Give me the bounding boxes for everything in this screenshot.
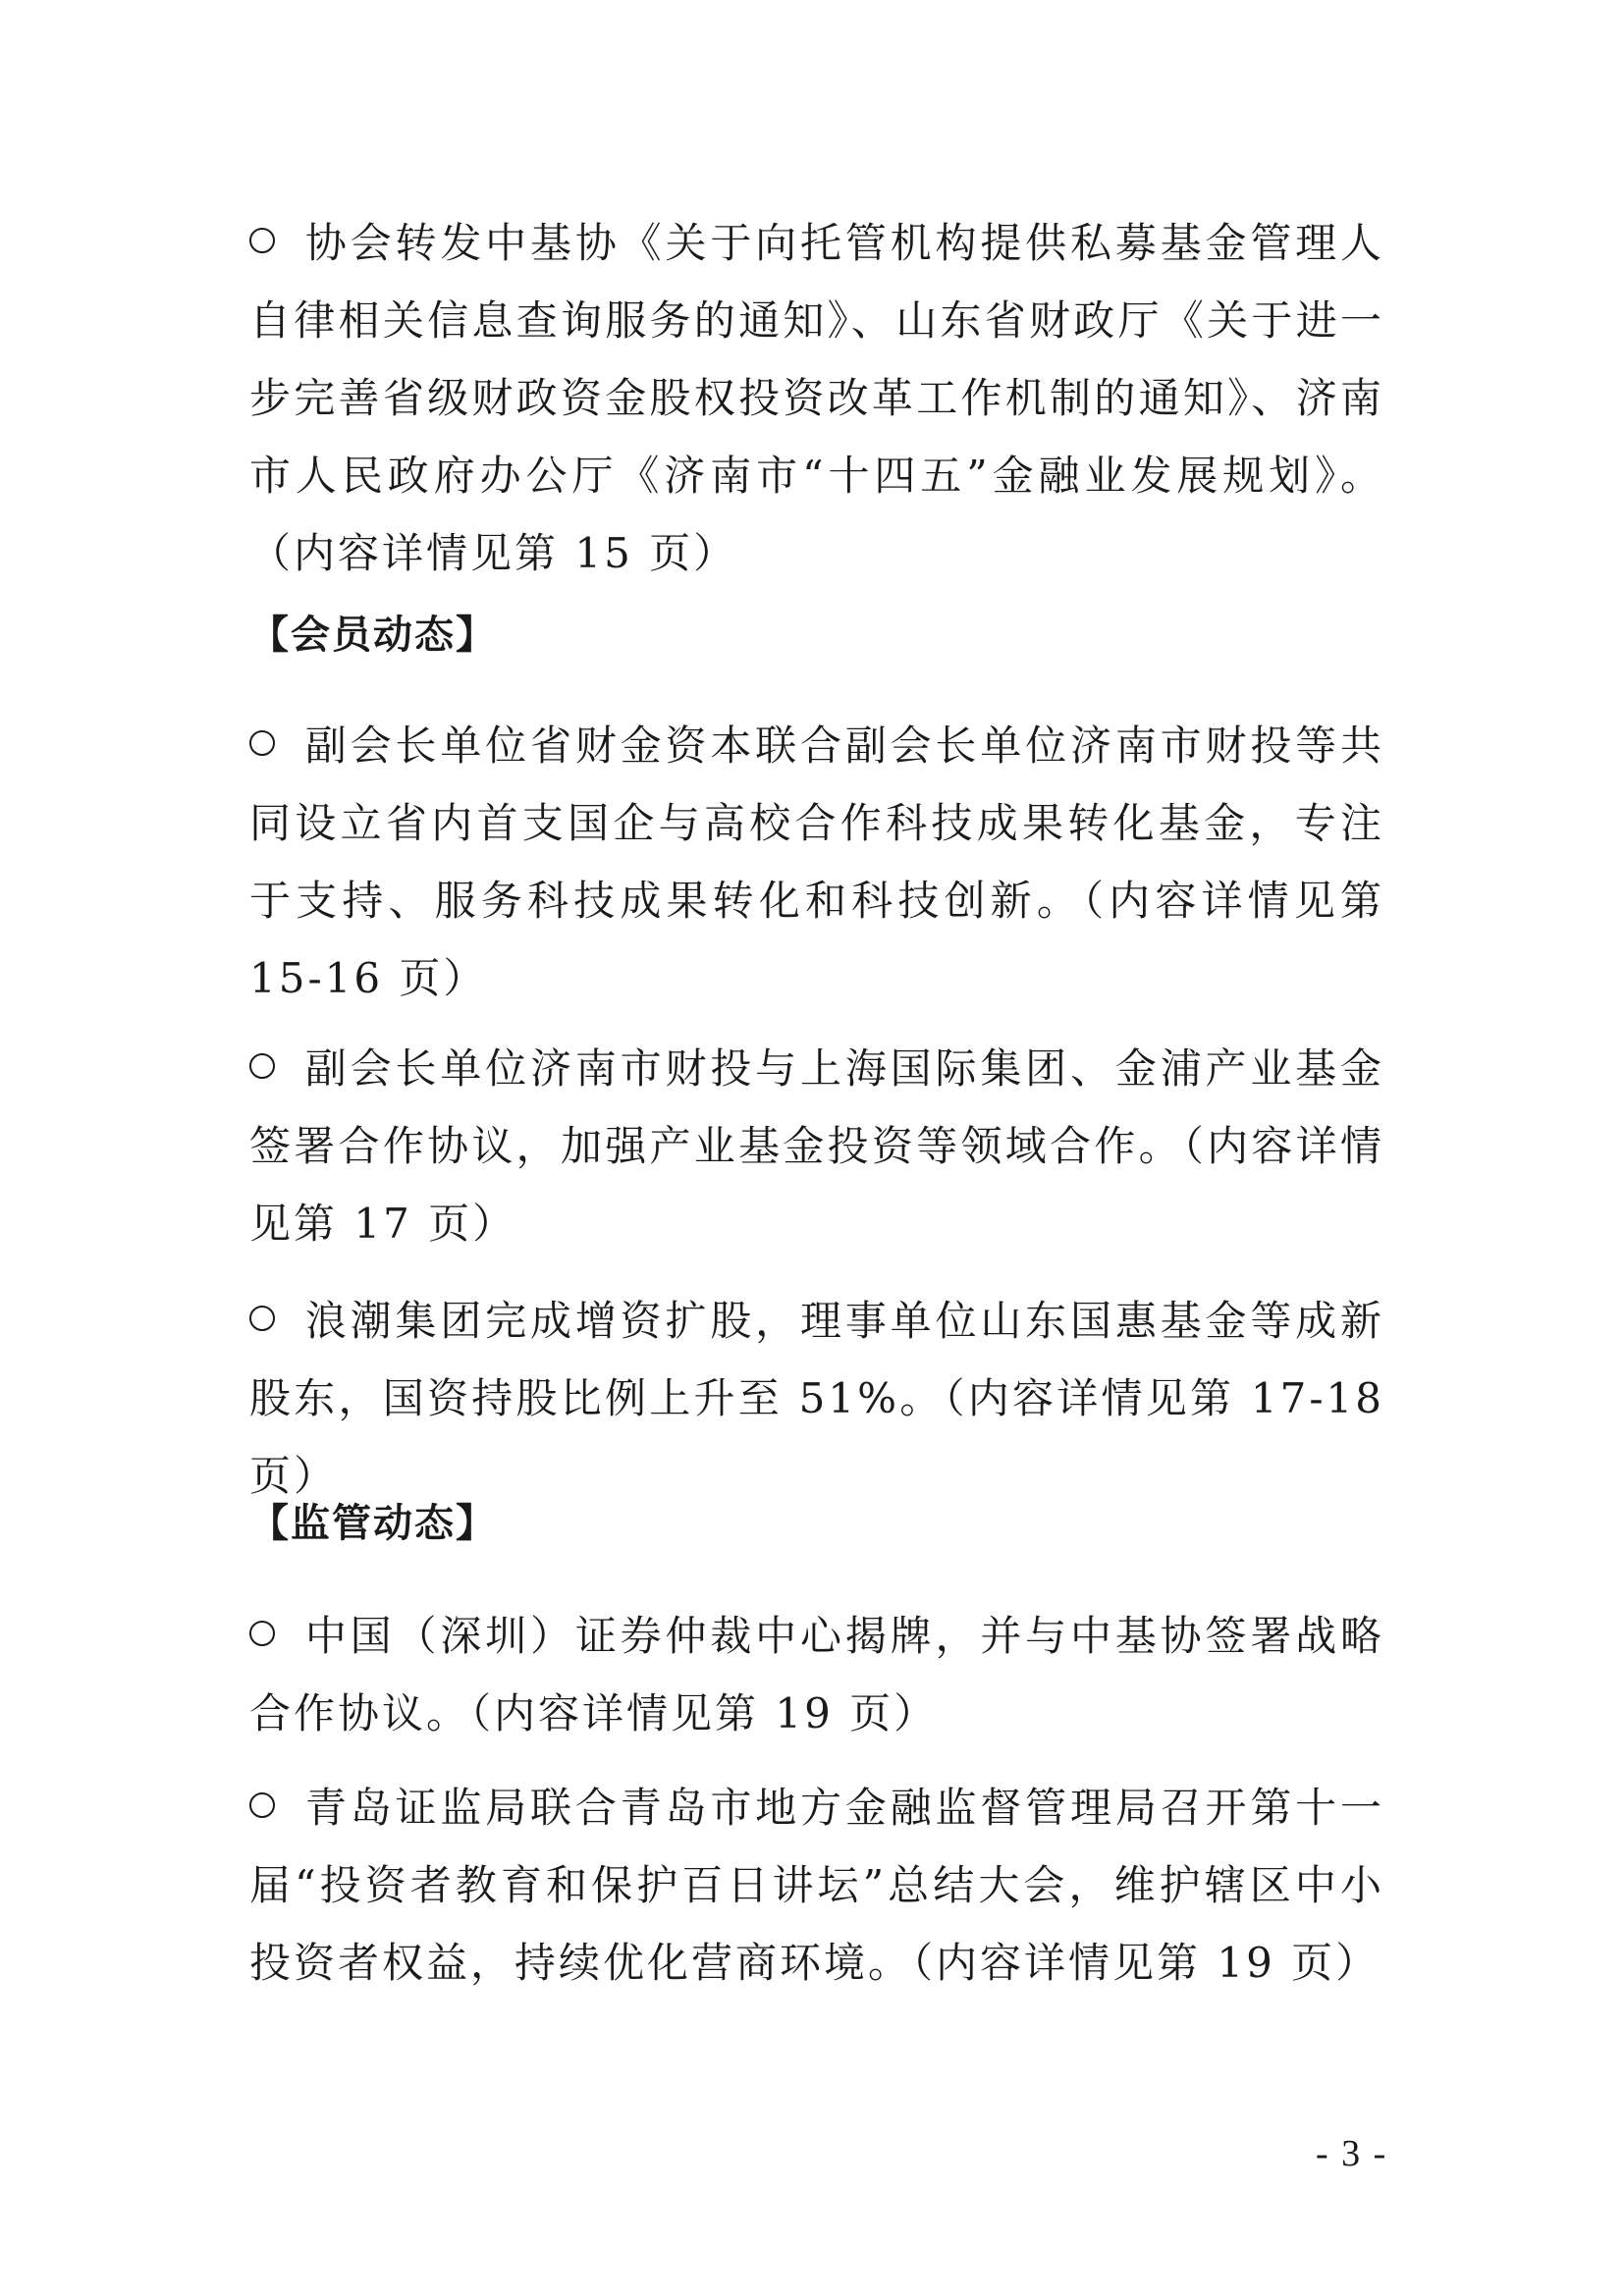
news-item-2	[249, 707, 1384, 1017]
heading-text: 【会员动态】	[249, 613, 497, 658]
news-item-text: 中国（深圳）证券仲裁中心揭牌，并与中基协签署战略合作协议。（内容详情见第 19 页）	[249, 1612, 1384, 1737]
heading-text: 【监管动态】	[249, 1501, 497, 1546]
news-item-text: 协会转发中基协《关于向托管机构提供私募基金管理人自律相关信息查询服务的通知》、山东省财政厅《关于进一步完善省级财政资金股权投资改革工作机制的通知》、济南市人民政府办公厅《济南市“十四五”金融业发展规划》。（内容详情见第 15 页）	[249, 219, 1384, 577]
news-item-text: 副会长单位省财金资本联合副会长单位济南市财投等共同设立省内首支国企与高校合作科技成果转化基金，专注于支持、服务科技成果转化和科技创新。（内容详情见第 15-16 页）	[249, 721, 1384, 1002]
bullet-circle-icon	[249, 1053, 275, 1079]
news-item-text: 副会长单位济南市财投与上海国际集团、金浦产业基金签署合作协议，加强产业基金投资等领域合作。（内容详情见第 17 页）	[249, 1044, 1384, 1248]
bullet-circle-icon	[249, 730, 275, 756]
section-heading-member	[249, 606, 1384, 665]
bullet-circle-icon	[249, 1621, 275, 1646]
news-item-text: 浪潮集团完成增资扩股，理事单位山东国惠基金等成新股东，国资持股比例上升至 51%。（内容详情见第 17-18 页）	[249, 1297, 1384, 1500]
bullet-circle-icon	[249, 1792, 275, 1818]
news-item-4	[249, 1282, 1384, 1515]
news-item-3	[249, 1030, 1384, 1262]
news-item-text: 青岛证监局联合青岛市地方金融监督管理局召开第十一届“投资者教育和保护百日讲坛”总结大会，维护辖区中小投资者权益，持续优化营商环境。（内容详情见第 19 页）	[249, 1784, 1384, 1987]
section-heading-regulation	[249, 1494, 1384, 1553]
news-item-1	[249, 204, 1384, 592]
news-item-5	[249, 1597, 1384, 1752]
bullet-circle-icon	[249, 228, 275, 253]
bullet-circle-icon	[249, 1306, 275, 1331]
news-item-6	[249, 1769, 1384, 2002]
page-number: - 3 -	[1316, 2133, 1388, 2174]
